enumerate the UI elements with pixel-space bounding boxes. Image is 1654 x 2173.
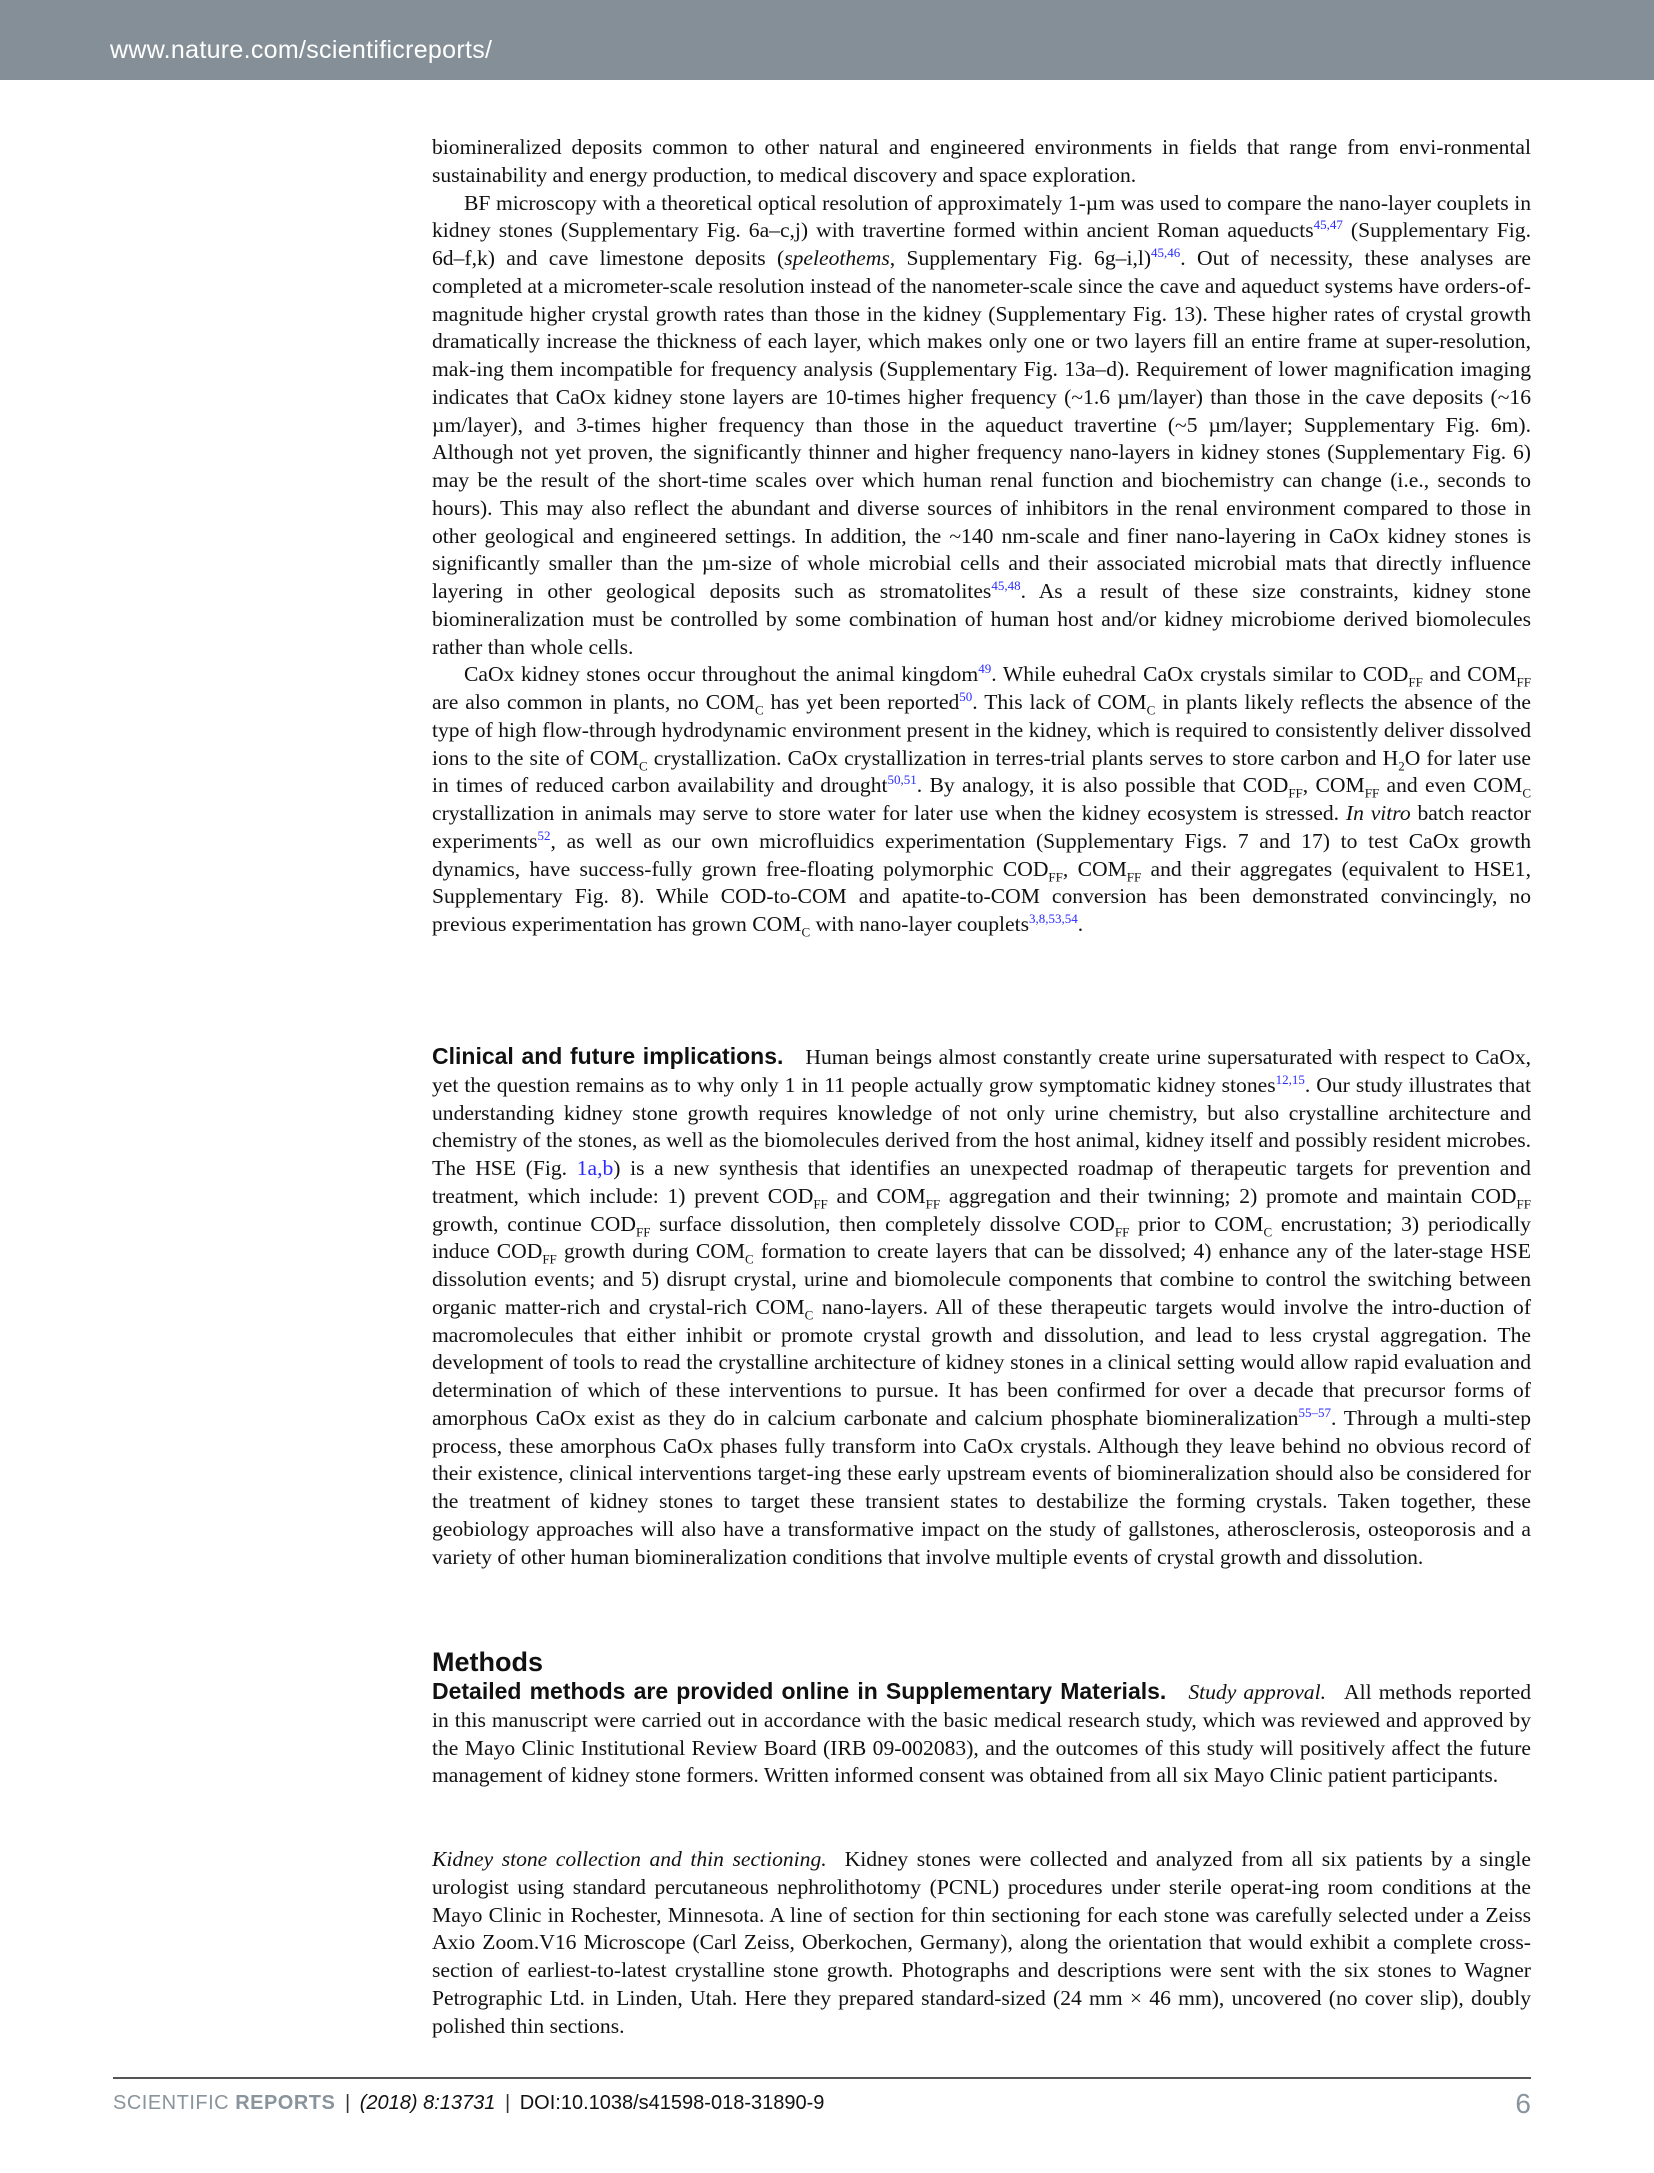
methods-subheading: Detailed methods are provided online in Supplementary Materials. [432,1678,1167,1704]
page-number: 6 [1515,2088,1531,2119]
subscript: C [1146,702,1156,718]
subscript: FF [1408,674,1423,690]
reference-superscript[interactable]: 52 [537,827,551,843]
subscript: C [1522,785,1532,801]
subscript: C [745,1251,754,1267]
text-run: and even COM [1379,773,1523,798]
subscript: C [754,702,764,718]
subscript: C [801,924,811,940]
text-run: aggregation and their twinning; 2) promote and maintain COD [940,1183,1517,1208]
collection-paragraph [432,1846,1531,2040]
text-run: BF microscopy with a theoretical optical resolution of approximately 1-µm was used to compare the nano-layer couplets in kidney stones (Supplementary Fig. 6a–c,j) with travertine formed within ancient Roman aqueducts [432,190,1531,243]
subscript: FF [635,1223,651,1239]
discussion-section [432,134,1531,939]
subscript: FF [1288,785,1303,801]
text-run: CaOx kidney stones occur throughout the animal kingdom [464,662,979,687]
text-run: nano-layers. All of these therapeutic targets would involve the intro-duction of macromolecules that either inhibit or promote crystal growth and dissolution, and lead to less crystal aggregation. The development of tools to read the crystalline architecture of kidney stones in a clinical setting would allow rapid evaluation and determination of which of these interventions to pursue. It has been confirmed for over a decade that precursor forms of amorphous CaOx exist as they do in calcium carbonate and calcium phosphate biomineralization [432,1294,1532,1430]
site-header-bar [0,0,1654,80]
subscript: FF [542,1251,557,1267]
body-paragraph [432,661,1531,939]
text-run: . Out of necessity, these analyses are completed at a micrometer-scale resolution instead of the nanometer-scale since the cave and aqueduct systems have orders-of-magnitude higher crystal growth rates than those in the kidney (Supplementary Fig. 13). These higher rates of crystal growth dramatically increase the thickness of each layer, which makes only one or two layers fill an entire frame at super-resolution, mak-ing them incompatible for frequency analysis (Supplementary Fig. 13a–d). Requirement of lower magnification imaging indicates that CaOx kidney stone layers are 10-times higher frequency (~1.6 µm/layer) than those in the cave deposits (~16 µm/layer), and 3-times higher frequency than those in the aqueduct travertine (~5 µm/layer; Supplementary Fig. 6m). Although not yet proven, the significantly thinner and higher frequency nano-layers in kidney stones (Supplementary Fig. 6) may be the result of the short-time scales over which human renal function and biochemistry can change (i.e., seconds to hours). This may also reflect the abundant and diverse sources of inhibitors in the renal environment compared to those in other geological and engineered settings. In addition, the ~140 nm-scale and finer nano-layering in CaOx kidney stones is significantly smaller than the µm-size of whole microbial cells and their associated microbial mats that directly influence layering in other geological deposits such as stromatolites [432,246,1531,603]
methods-section [432,1646,1531,1790]
text-run: crystallization in animals may serve to store water for later use when the kidney ecosystem is stressed. [432,801,1346,825]
text-run: ) is a new synthesis that identifies an unexpected roadmap of therapeutic targets for prevention and treatment, which include: 1) prevent COD [432,1156,1531,1208]
footer-divider [113,2077,1531,2079]
reference-superscript[interactable]: 50 [959,688,973,704]
text-run: . This lack of COM [972,690,1147,714]
subscript: C [639,757,648,773]
doi-link[interactable]: DOI:10.1038/s41598-018-31890-9 [519,2092,825,2114]
footer-separator: | [504,2092,511,2114]
study-approval-paragraph [432,1678,1531,1790]
text-run: . Through a multi-step process, these amorphous CaOx phases fully transform into CaOx crystals. Although they leave behind no obvious record of their existence, clinical interventions target-ing these early upstream events of biomineralization should also be considered for the treatment of kidney stones to target these transient states to destabilize the forming crystals. Taken together, these geobiology approaches will also have a transformative impact on the study of gallstones, atherosclerosis, osteoporosis and a variety of other human biomineralization conditions that involve multiple events of crystal growth and dissolution. [432,1405,1531,1569]
text-run: Human beings almost constantly create urine supersaturated with respect to CaOx, yet the question remains as to why only 1 in 11 people actually grow symptomatic kidney stones [432,1045,1532,1097]
clinical-heading: Clinical and future implications. [432,1043,784,1069]
text-run: are also common in plants, no COM [432,690,755,714]
text-run: and their aggregates (equivalent to HSE1, Supplementary Fig. 8). While COD-to-COM and apatite-to-COM conversion has been demonstrated convincingly, no previous experimentation has grown COM [432,856,1531,936]
clinical-section [432,1043,1531,1571]
reference-superscript[interactable]: 45,46 [1151,244,1181,260]
reference-superscript[interactable]: 3,8,53,54 [1028,910,1078,926]
reference-superscript[interactable]: 55–57 [1298,1404,1331,1420]
text-run: . As a result of these size constraints, kidney stone biomineralization must be controlled by some combination of human host and/or kidney microbiome derived biomolecules rather than whole cells. [432,579,1531,659]
text-run: in plants likely reflects the absence of the type of high flow-through hydrodynamic environment present in the kidney, which is required to consistently deliver dissolved ions to the site of COM [432,690,1531,770]
text-run: , as well as our own microfluidics experimentation (Supplementary Figs. 7 and 17) to test CaOx growth dynamics, have success-fully grown free-floating polymorphic COD [432,828,1531,881]
text-run: O for later use in times of reduced carbon availability and drought [432,745,1531,798]
subscript: FF [1114,1223,1130,1239]
text-run: , COM [1302,773,1365,798]
subscript: FF [1364,785,1380,801]
collection-section [432,1846,1531,2040]
subscript: 2 [1398,757,1405,773]
text-run: All methods reported in this manuscript were carried out in accordance with the basic medical research study, which was reviewed and approved by the Mayo Clinic Institutional Review Board (IRB 09-002083), and the outcomes of this study will positively affect the future management of kidney stone formers. Written informed consent was obtained from all six Mayo Clinic patient participants. [432,1680,1531,1788]
text-run: growth, continue COD [432,1211,636,1236]
subscript: FF [1516,1196,1531,1212]
body-paragraph [432,190,1531,662]
text-run: has yet been reported [763,690,960,714]
text-run: prior to COM [1129,1211,1264,1236]
text-run: . By analogy, it is also possible that COD [916,773,1289,798]
journal-name-light: SCIENTIFIC [113,2092,230,2114]
text-run: , Supplementary Fig. 6g–i,l) [889,246,1152,270]
reference-superscript[interactable]: 49 [978,661,992,677]
text-run: growth during COM [556,1239,746,1264]
text-run: Kidney stones were collected and analyzed from all six patients by a single urologist using standard percutaneous nephrolithotomy (PCNL) procedures under sterile operat-ing room conditions at the Mayo Clinic in Rochester, Minnesota. A line of section for thin sectioning for each stone was carefully selected under a Zeiss Axio Zoom.V16 Microscope (Carl Zeiss, Oberkochen, Germany), along the orientation that would exhibit a complete cross-section of earliest-to-latest crystalline stone growth. Photographs and descriptions were sent with the six stones to Wagner Petrographic Ltd. in Linden, Utah. Here they prepared standard-sized (24 mm × 46 mm), uncovered (no cover slip), doubly polished thin sections. [432,1847,1531,2038]
text-run: and COM [1422,662,1517,687]
text-run: (Supplementary Fig. 6d–f,k) and cave limestone deposits ( [432,218,1531,270]
text-run: encrustation; 3) periodically induce COD [432,1211,1531,1264]
text-run: . [1077,912,1084,936]
collection-label: Kidney stone collection and thin sectioning. [432,1847,827,1871]
subscript: FF [813,1196,828,1212]
text-run: with nano-layer couplets [810,912,1029,936]
site-url-link[interactable]: www.nature.com/scientificreports/ [110,36,493,64]
text-run: surface dissolution, then completely dissolve COD [650,1211,1115,1236]
subscript: FF [1126,868,1142,884]
subscript: FF [925,1196,941,1212]
text-run: , COM [1062,856,1127,881]
study-approval-label: Study approval. [1188,1680,1326,1704]
text-run: formation to create layers that can be dissolved; 4) enhance any of the later-stage HSE dissolution events; and 5) disrupt crystal, urine and biomolecule components that combine to control the switching between organic matter-rich and crystal-rich COM [432,1239,1531,1319]
journal-name [113,2092,335,2114]
footer-separator: | [344,2092,351,2114]
italic-text: speleothems [784,246,890,270]
subscript: C [804,1307,814,1323]
italic-text: In vitro [1345,801,1411,825]
body-paragraph [432,134,1531,190]
text-run: biomineralized deposits common to other natural and engineered environments in fields that range from envi-ronmental sustainability and energy production, to medical discovery and space exploration. [432,135,1531,187]
text-run: . Our study illustrates that understanding kidney stone growth requires knowledge of not only urine chemistry, but also crystalline architecture and chemistry of the stones, as well as the biomolecules derived from the host animal, kidney itself and possibly resident microbes. The HSE (Fig. [432,1072,1531,1180]
subscript: FF [1516,674,1531,690]
reference-superscript[interactable]: 45,48 [991,577,1021,593]
text-run: . While euhedral CaOx crystals similar to COD [991,662,1409,687]
page-footer [113,2088,1531,2122]
subscript: FF [1048,868,1063,884]
methods-heading: Methods [432,1647,543,1677]
reference-superscript[interactable]: 12,15 [1275,1071,1305,1087]
text-run: crystallization. CaOx crystallization in terres-trial plants serves to store carbon and H [647,745,1399,770]
reference-superscript[interactable]: 50,51 [887,772,917,788]
subscript: C [1263,1223,1273,1239]
reference-superscript[interactable]: 45,47 [1313,217,1343,233]
clinical-paragraph [432,1043,1531,1571]
text-run: and COM [827,1183,926,1208]
figure-link[interactable]: 1a,b [576,1156,614,1180]
citation: (2018) 8:13731 [359,2092,496,2114]
text-run: batch reactor experiments [432,801,1531,853]
journal-name-bold: REPORTS [235,2092,336,2114]
